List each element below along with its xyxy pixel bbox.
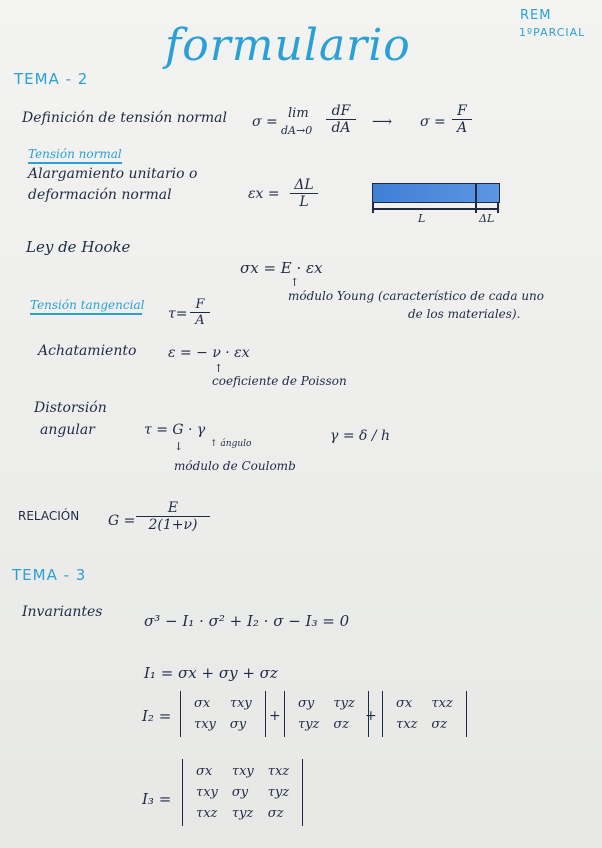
fraction-dF-dA: $\frac{dF}{dA}$ xyxy=(326,103,356,136)
sigma-eq: σ = xyxy=(252,114,278,130)
label-alargamiento: Alargamiento unitario o xyxy=(28,166,198,182)
underline xyxy=(28,162,122,164)
arrow-up-icon: ↑ xyxy=(290,276,300,289)
I3-label: I₃ = xyxy=(142,790,172,808)
plus-sign-2: + xyxy=(365,708,377,724)
lim-text: lim xyxy=(288,106,309,121)
sigma-eq-2: σ = xyxy=(420,114,446,130)
gamma-formula: γ = δ / h xyxy=(330,428,391,444)
section-tema-3: TEMA - 3 xyxy=(12,566,87,584)
bar-tick-left xyxy=(372,203,374,213)
fraction-relacion: $\frac{E}{2(1+\nu)}$ xyxy=(136,500,210,533)
label-angular: angular xyxy=(40,422,95,438)
lim-sub: dA→0 xyxy=(281,124,313,137)
header-rem: REM xyxy=(520,8,552,23)
bar-dimension-line xyxy=(372,208,498,210)
subheading-tension-tangencial: Tensión tangencial xyxy=(30,298,145,312)
fraction-F-A: $\frac{F}{A}$ xyxy=(452,103,472,136)
relacion-g-eq: G = xyxy=(108,513,136,529)
I1-formula: I₁ = σx + σy + σz xyxy=(144,664,278,682)
bar-label-L: L xyxy=(418,212,426,225)
arrow-down-icon: ↓ xyxy=(174,440,184,453)
achatamiento-formula: ε = − ν · εx xyxy=(168,345,250,361)
bar-label-dL: ΔL xyxy=(479,212,495,225)
hooke-note-2: de los materiales). xyxy=(408,307,521,321)
fraction-dL-L: $\frac{\Delta L}{L}$ xyxy=(290,177,318,210)
section-tema-2: TEMA - 2 xyxy=(14,70,89,88)
hooke-formula: σx = E · εx xyxy=(240,259,323,277)
note-coulomb: módulo de Coulomb xyxy=(174,459,296,473)
invariantes-equation: σ³ − I₁ · σ² + I₂ · σ − I₃ = 0 xyxy=(144,612,350,630)
tau-eq: τ= xyxy=(168,306,188,322)
I2-label: I₂ = xyxy=(142,707,172,725)
bar-diagram xyxy=(372,183,500,203)
distorsion-formula: τ = G · γ xyxy=(144,422,206,438)
label-invariantes: Invariantes xyxy=(22,604,103,620)
I2-matrix-3: σx τxz τxz σz xyxy=(382,691,467,737)
I2-matrix-2: σy τyz τyz σz xyxy=(284,691,369,737)
I2-matrix-1: σx τxy τxy σy xyxy=(180,691,266,737)
label-definicion: Definición de tensión normal xyxy=(22,110,227,126)
arrow-icon: ⟶ xyxy=(372,114,393,130)
epsilon-x-eq: εx = xyxy=(248,186,280,202)
bar-divider xyxy=(475,183,477,203)
bar-tick-right xyxy=(497,203,499,213)
hooke-note-1: módulo Young (característico de cada uno xyxy=(288,289,544,303)
arrow-up-icon-2: ↑ xyxy=(214,362,224,375)
label-distorsion: Distorsión xyxy=(34,400,107,416)
subheading-tension-normal: Tensión normal xyxy=(28,147,122,161)
label-achatamiento: Achatamiento xyxy=(38,343,137,359)
page-title: formulario xyxy=(165,20,411,71)
plus-sign: + xyxy=(269,708,281,724)
header-partial: 1ºPARCIAL xyxy=(519,26,586,39)
note-angulo: ↑ ángulo xyxy=(210,439,252,449)
label-hooke: Ley de Hooke xyxy=(26,238,131,256)
label-relacion: RELACIÓN xyxy=(18,509,80,523)
fraction-E-A: $\frac{F}{A}$ xyxy=(190,297,210,328)
underline-2 xyxy=(30,313,142,315)
bar-tick-mid xyxy=(475,203,477,213)
achatamiento-note: coeficiente de Poisson xyxy=(212,374,347,388)
label-deformacion: deformación normal xyxy=(28,187,172,203)
I3-matrix: σx τxy τxz τxy σy τyz τxz τyz σz xyxy=(182,759,303,826)
